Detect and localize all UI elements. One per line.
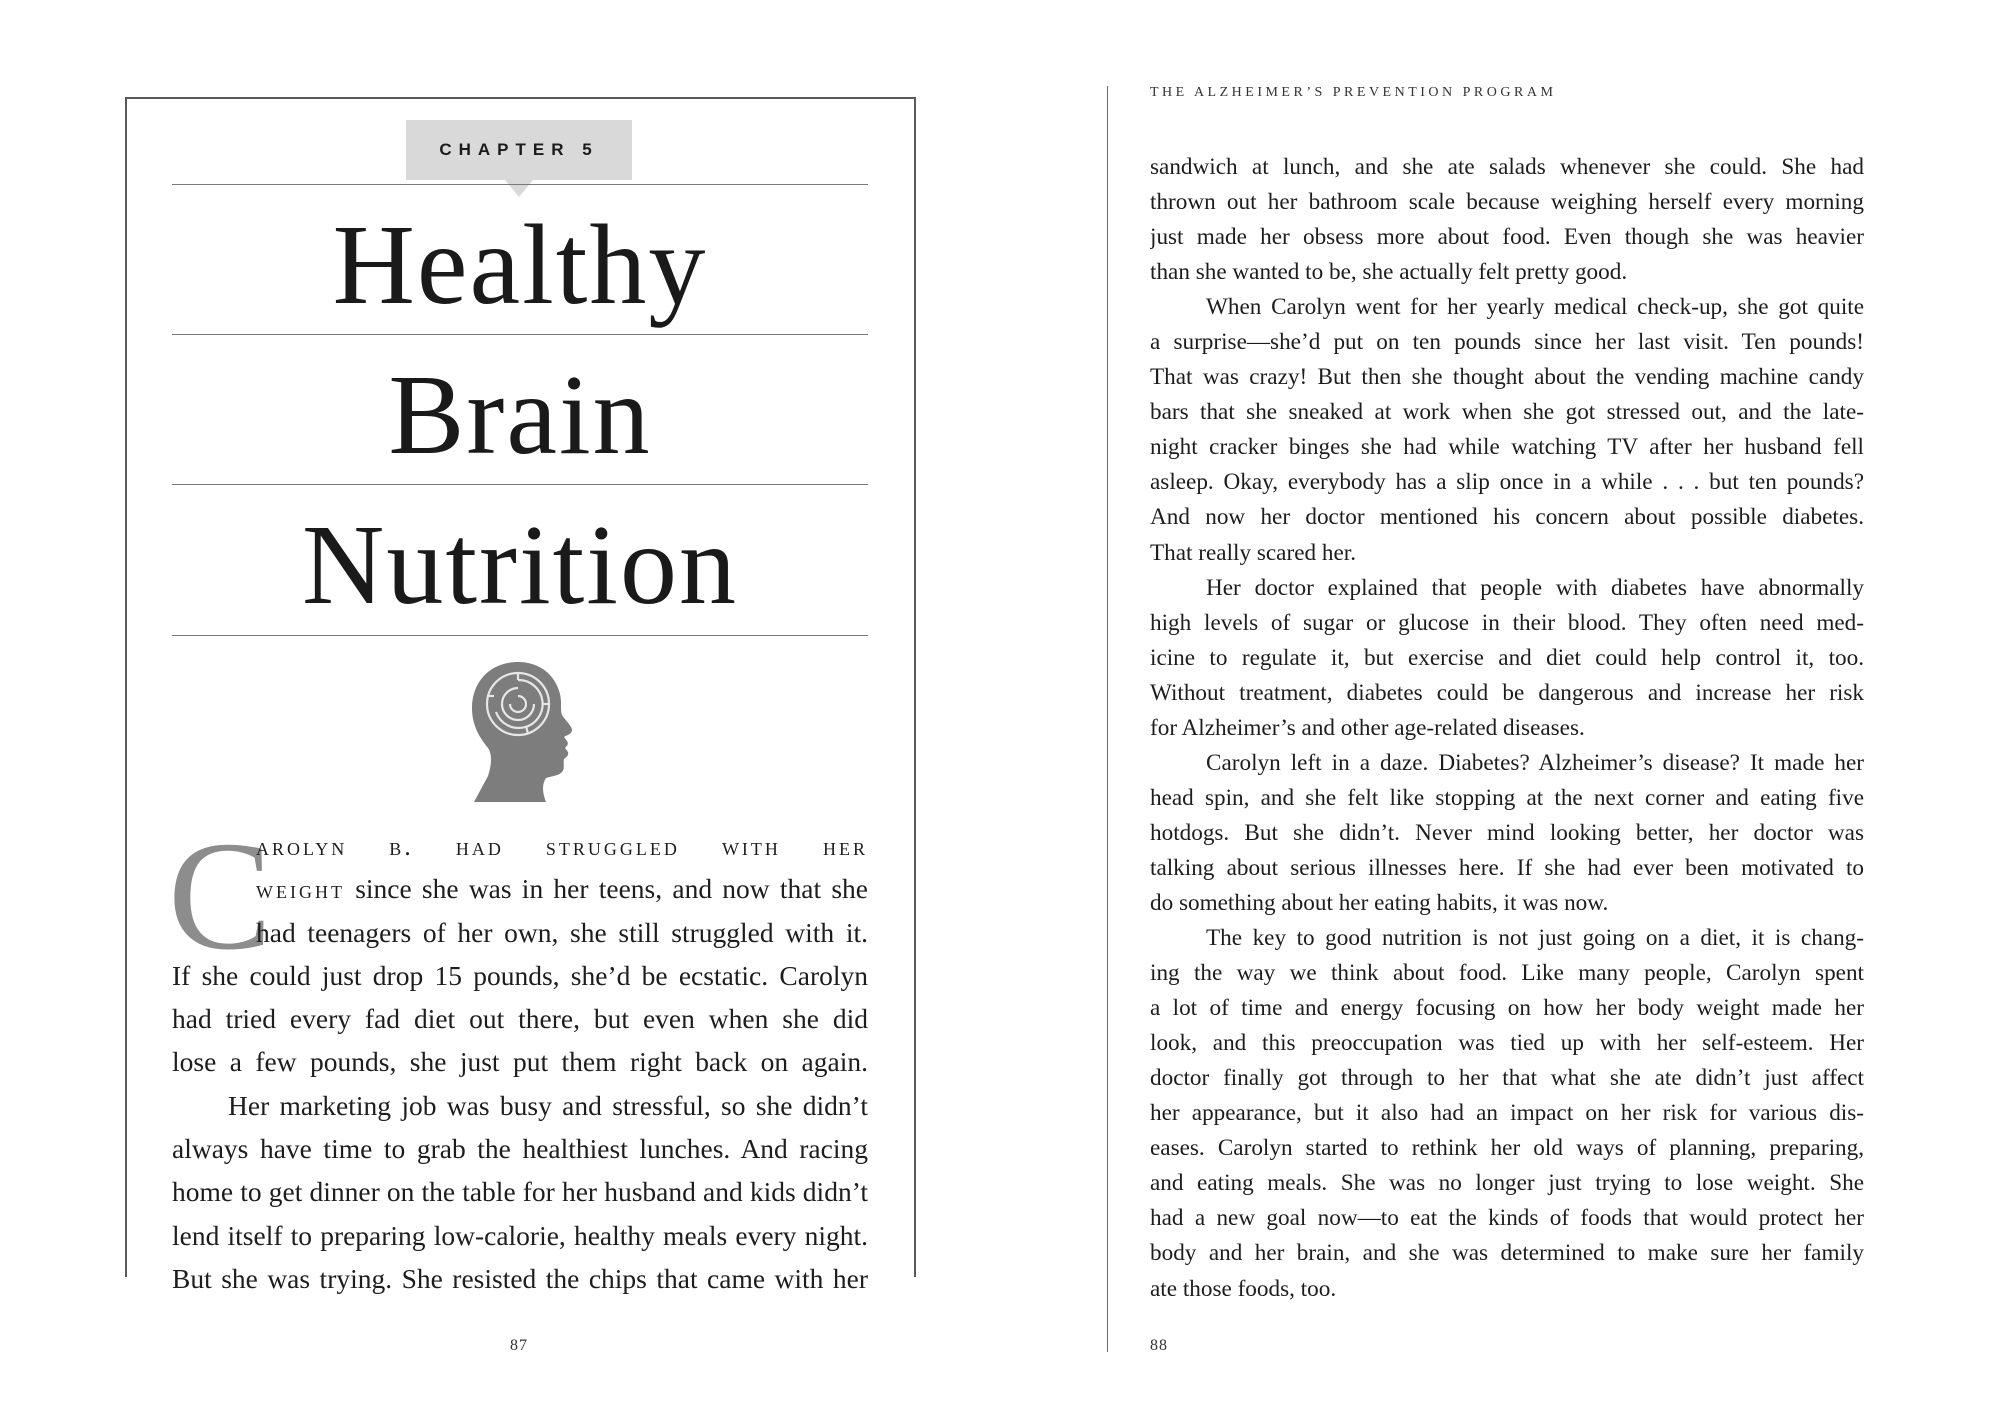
body-line: Without treatment, diabetes could be dangerous and increase her risk <box>1150 679 1864 706</box>
chapter-title-line-1: Healthy <box>332 201 708 328</box>
body-line: body and her brain, and she was determined to make sure her family <box>1150 1240 1864 1267</box>
body-line: doctor finally got through to her that what she ate didn’t just affect <box>1150 1065 1864 1092</box>
body-line: But she was trying. She resisted the chips that came with her <box>172 1262 868 1294</box>
smallcaps-opening: arolyn b. had struggled with her <box>256 832 868 861</box>
body-line: just made her obsess more about food. Even though she was heavier <box>1150 224 1864 251</box>
chapter-title-line-2: Brain <box>388 351 652 478</box>
body-line: do something about her eating habits, it was now. <box>1150 889 1609 916</box>
drop-cap: C <box>168 809 273 982</box>
body-line: asleep. Okay, everybody has a slip once in a while . . . but ten pounds? <box>1150 469 1864 496</box>
body-line: If she could just drop 15 pounds, she’d be ecstatic. Carolyn <box>172 959 868 991</box>
body-line: The key to good nutrition is not just going on a diet, it is chang- <box>1206 925 1864 952</box>
body-line: head spin, and she felt like stopping at the next corner and eating five <box>1150 784 1864 811</box>
title-rule <box>172 184 868 185</box>
body-line: high levels of sugar or glucose in their blood. They often need med- <box>1150 609 1864 636</box>
body-line <box>172 867 868 910</box>
body-line: had teenagers of her own, she still struggled with it. <box>256 916 868 948</box>
body-line: ing the way we think about food. Like many people, Carolyn spent <box>1150 960 1864 987</box>
body-line: hotdogs. But she didn’t. Never mind looking better, her doctor was <box>1150 819 1864 846</box>
body-line: her appearance, but it also had an impact on her risk for various dis- <box>1150 1100 1864 1127</box>
body-line: for Alzheimer’s and other age-related diseases. <box>1150 714 1585 741</box>
body-line: bars that she sneaked at work when she got stressed out, and the late- <box>1150 399 1864 426</box>
body-line: than she wanted to be, she actually felt pretty good. <box>1150 259 1628 286</box>
body-line: lose a few pounds, she just put them right back on again. <box>172 1046 868 1078</box>
body-line: And now her doctor mentioned his concern about possible diabetes. <box>1150 504 1864 531</box>
body-line: That really scared her. <box>1150 539 1357 566</box>
body-line: Her marketing job was busy and stressful, so she didn’t <box>228 1089 868 1121</box>
body-line: had a new goal now—to eat the kinds of foods that would protect her <box>1150 1205 1864 1232</box>
chapter-title-line-3: Nutrition <box>302 501 738 628</box>
body-line: night cracker binges she had while watching TV after her husband fell <box>1150 434 1864 461</box>
title-rule <box>172 484 868 485</box>
chapter-tab-pointer <box>505 180 533 197</box>
title-rule <box>172 334 868 335</box>
body-line: a lot of time and energy focusing on how her body weight made her <box>1150 995 1864 1022</box>
body-line: lend itself to preparing low-calorie, healthy meals every night. <box>172 1219 868 1251</box>
page-number-left: 87 <box>510 1337 528 1354</box>
page-frame-top <box>125 97 916 99</box>
body-line: a surprise—she’d put on ten pounds since her last visit. Ten pounds! <box>1150 329 1864 356</box>
chapter-label: CHAPTER 5 <box>406 120 632 180</box>
body-line: Carolyn left in a daze. Diabetes? Alzheimer’s disease? It made her <box>1206 749 1864 776</box>
body-line-rest: since she was in her teens, and now that she <box>344 873 868 905</box>
running-head: THE ALZHEIMER’S PREVENTION PROGRAM <box>1150 85 1557 100</box>
page-number-right: 88 <box>1150 1337 1168 1354</box>
body-line: eases. Carolyn started to rethink her old ways of planning, preparing, <box>1150 1135 1864 1162</box>
page-frame-left <box>125 97 127 1277</box>
body-line: thrown out her bathroom scale because weighing herself every morning <box>1150 189 1864 216</box>
page-frame-right <box>914 97 916 1277</box>
body-line: When Carolyn went for her yearly medical check-up, she got quite <box>1206 294 1864 321</box>
body-line: ate those foods, too. <box>1150 1275 1337 1302</box>
title-rule <box>172 635 868 636</box>
body-line: had tried every fad diet out there, but even when she did <box>172 1003 868 1035</box>
body-line: always have time to grab the healthiest lunches. And racing <box>172 1133 868 1165</box>
left-body-text <box>172 824 868 1300</box>
body-line: home to get dinner on the table for her husband and kids didn’t <box>172 1176 868 1208</box>
body-line: sandwich at lunch, and she ate salads whenever she could. She had <box>1150 154 1864 180</box>
gutter-divider <box>1107 86 1108 1352</box>
right-body-text <box>1150 150 1864 1307</box>
smallcaps-opening-2: weight <box>256 875 345 905</box>
body-line: That was crazy! But then she thought about the vending machine candy <box>1150 364 1864 391</box>
body-line: Her doctor explained that people with diabetes have abnormally <box>1206 574 1864 601</box>
body-line: icine to regulate it, but exercise and diet could help control it, too. <box>1150 644 1864 671</box>
body-line: and eating meals. She was no longer just trying to lose weight. She <box>1150 1170 1864 1197</box>
body-line <box>172 824 868 867</box>
head-maze-icon <box>466 660 576 802</box>
body-line: talking about serious illnesses here. If she had ever been motivated to <box>1150 854 1864 881</box>
body-line: look, and this preoccupation was tied up with her self-esteem. Her <box>1150 1030 1864 1057</box>
